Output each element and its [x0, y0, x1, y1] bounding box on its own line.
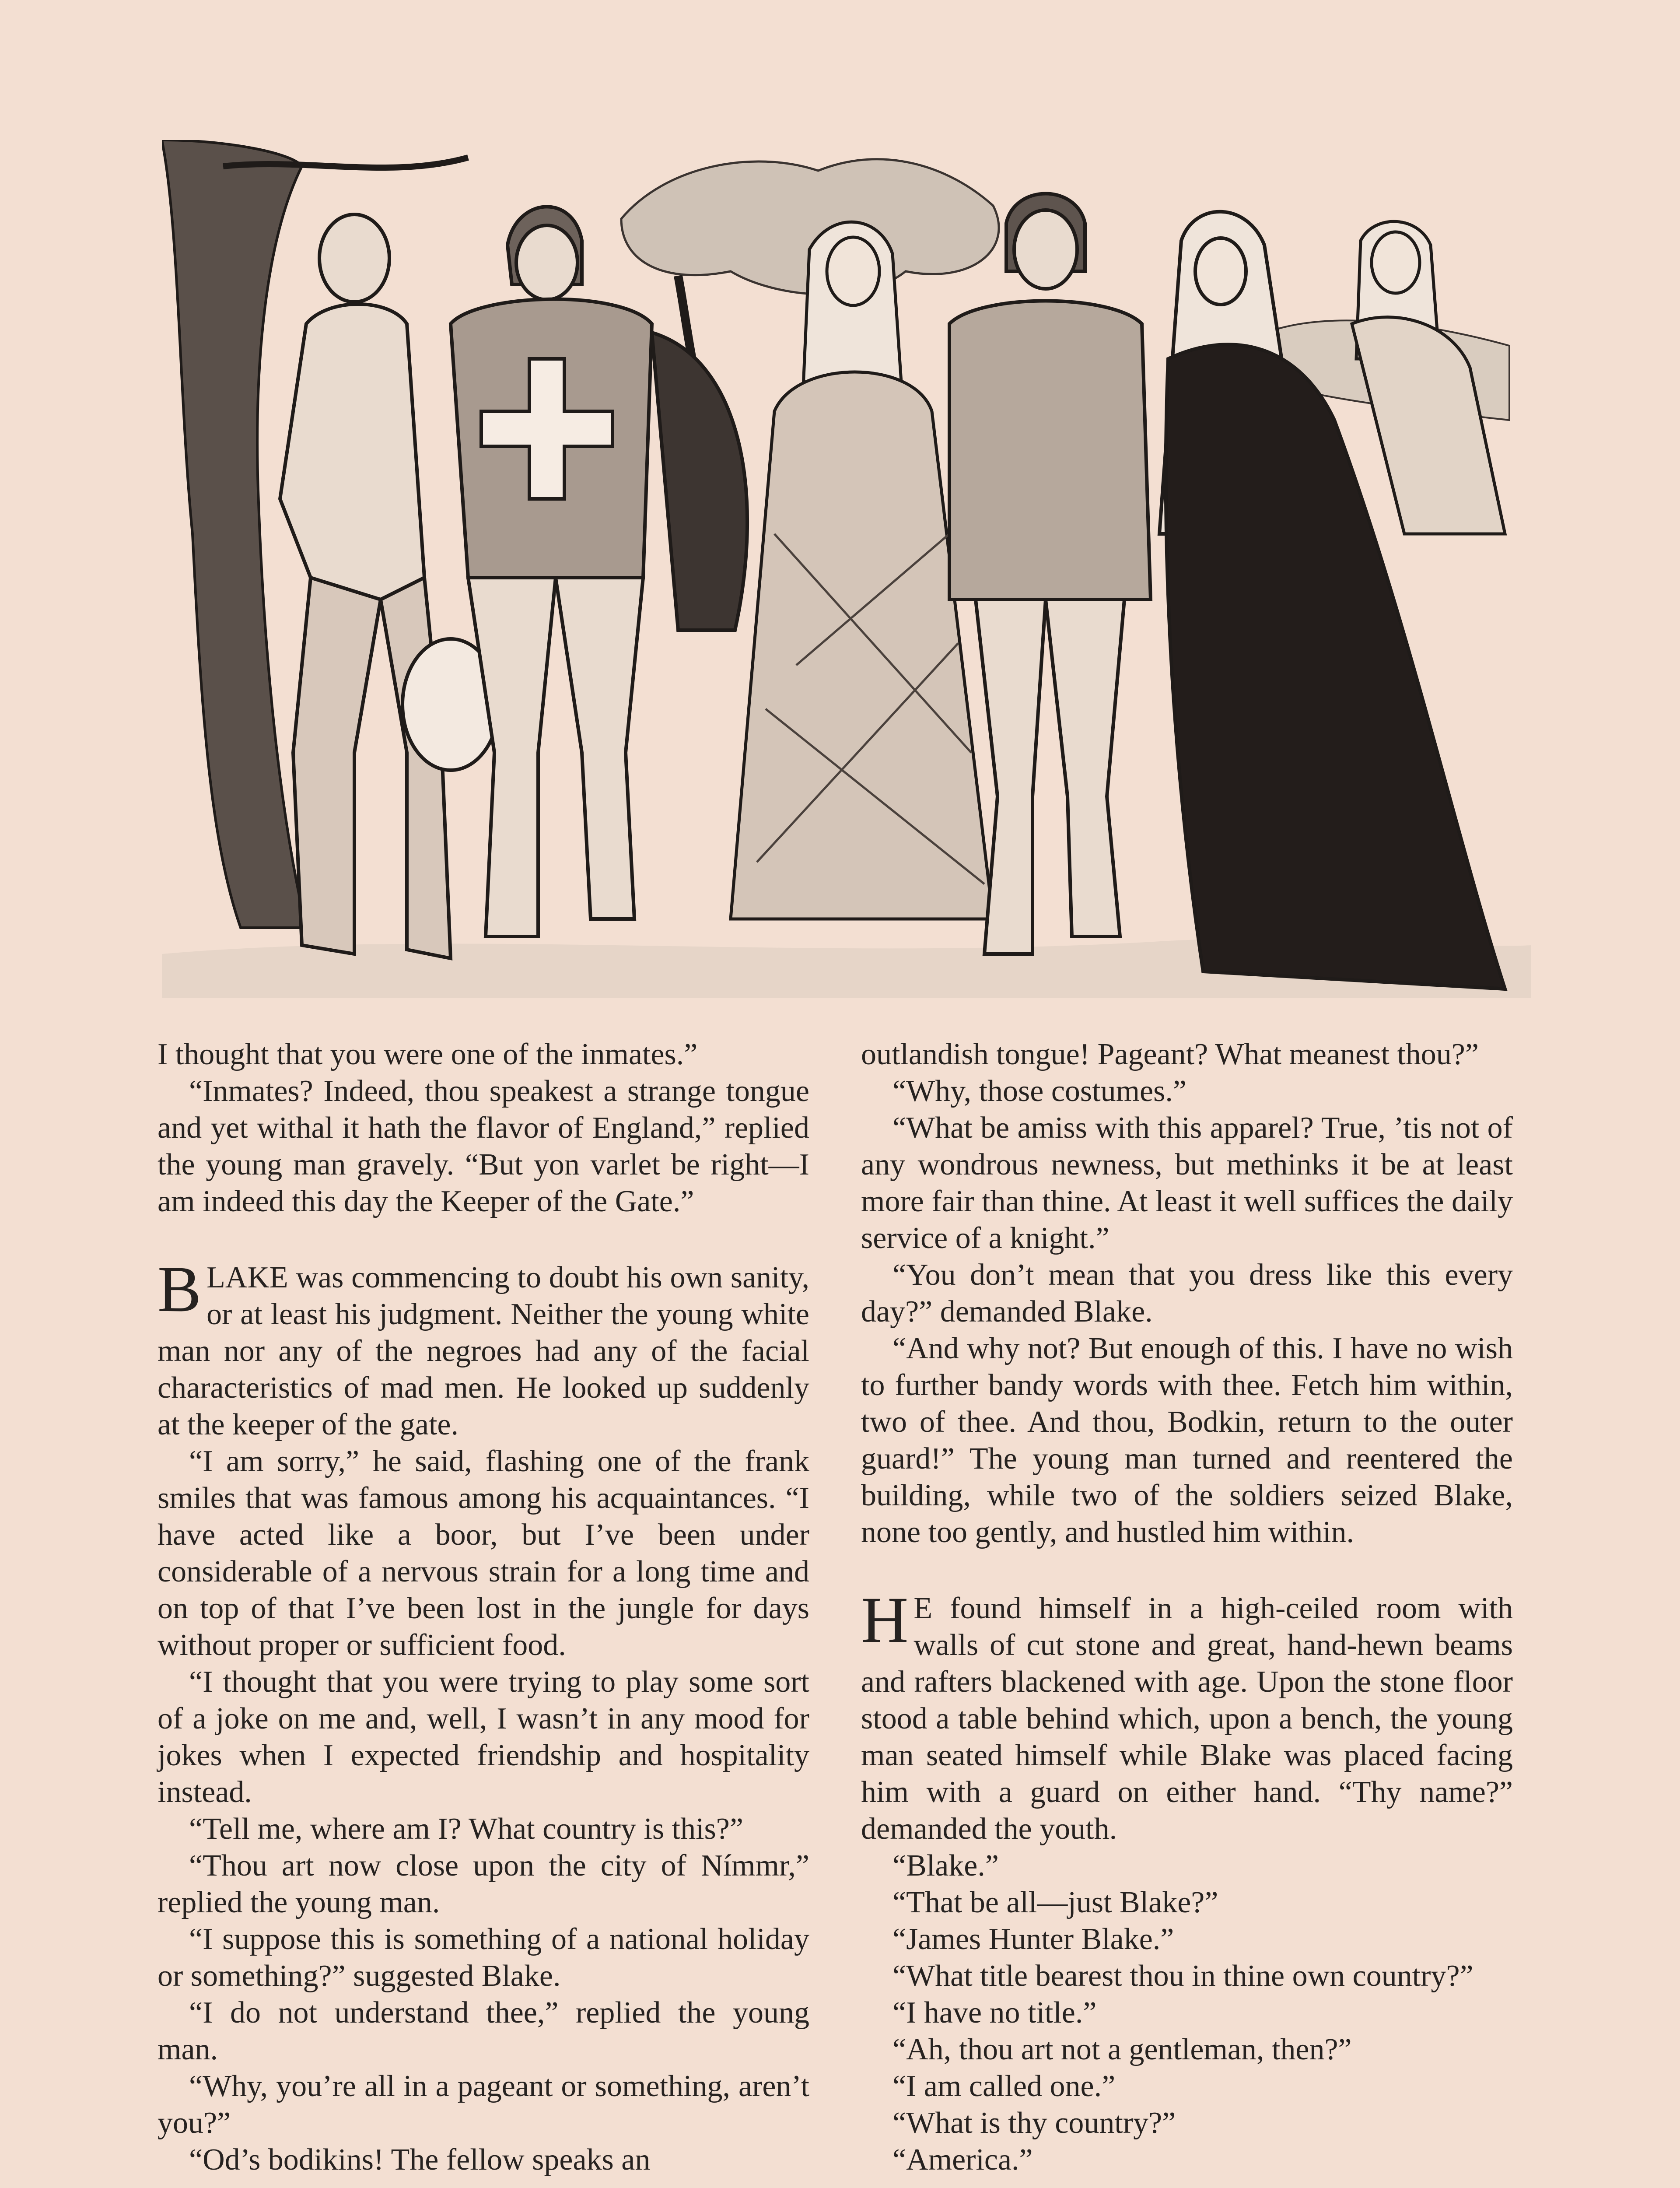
paragraph: I thought that you were one of the inmates.” — [158, 1038, 698, 1071]
drop-cap: B — [158, 1253, 202, 1325]
paragraph: “Tell me, where am I? What country is this?” — [189, 1812, 743, 1846]
paragraph: “What is thy country?” — [892, 2106, 1176, 2140]
paragraph-text: E found himself in a high-ceiled room with walls of cut stone and great, hand-hewn beams and rafters blackened with age. Upon the stone floor stood a table behind which, upon a bench, the young man seated himself while Blake was placed facing him with a guard on either hand. “Thy name?” demanded the youth. — [861, 1592, 1513, 1846]
paragraph: “I have no title.” — [892, 1996, 1097, 2030]
paragraph: “That be all—just Blake?” — [892, 1886, 1218, 1919]
paragraph-text: LAKE was commencing to doubt his own sanity, or at least his judgment. Neither the young white man nor any of the negroes had any of the facial characteristics of mad men. He looked up suddenly at the keeper of the gate. — [158, 1261, 809, 1441]
paragraph: “James Hunter Blake.” — [892, 1922, 1174, 1956]
paragraph: “I am sorry,” he said, flashing one of the frank smiles that was famous among his acquaintances. “I have acted like a boor, but I’ve been under considerable of a nervous strain for a long time and on top of that I’ve been lost in the jungle for days without proper or sufficient food. — [158, 1445, 809, 1662]
text-column-left — [158, 1036, 809, 2178]
paragraph: “Inmates? Indeed, thou speakest a strange tongue and yet withal it hath the flavor of England,” replied the young man gravely. “But yon varlet be right—I am indeed this day the Keeper of the Gate.” — [158, 1074, 809, 1218]
paragraph: “I do not understand thee,” replied the young man. — [158, 1996, 809, 2066]
paragraph: “Why, those costumes.” — [892, 1074, 1186, 1108]
section-paragraph — [861, 1584, 1513, 1848]
paragraph: outlandish tongue! Pageant? What meanest thou?” — [861, 1038, 1479, 1071]
paragraph: “Blake.” — [892, 1849, 999, 1883]
paragraph: “And why not? But enough of this. I have no wish to further bandy words with thee. Fetch him within, two of thee. And thou, Bodkin, return to the outer guard!” The young man turned and reentered the building, while two of the soldiers seized Blake, none too gently, and hustled him within. — [861, 1332, 1513, 1549]
paragraph: “What be amiss with this apparel? True, ’tis not of any wondrous newness, but methinks it be at least more fair than thine. At least it well suffices the daily service of a knight.” — [861, 1111, 1513, 1255]
paragraph: “Ah, thou art not a gentleman, then?” — [892, 2033, 1352, 2066]
paragraph: “You don’t mean that you dress like this every day?” demanded Blake. — [861, 1258, 1513, 1329]
paragraph: “America.” — [892, 2143, 1033, 2177]
story-illustration — [162, 140, 1531, 998]
text-column-right — [861, 1036, 1513, 2178]
paragraph: “I thought that you were trying to play some sort of a joke on me and, well, I wasn’t in any mood for jokes when I expected friendship and hospitality instead. — [158, 1665, 809, 1809]
paragraph: “I suppose this is something of a national holiday or something?” suggested Blake. — [158, 1922, 809, 1993]
drop-cap: H — [861, 1584, 909, 1656]
paragraph: “Why, you’re all in a pageant or something, aren’t you?” — [158, 2069, 809, 2140]
illustration-art — [162, 140, 1531, 998]
paragraph: “What title bearest thou in thine own country?” — [892, 1959, 1474, 1993]
paragraph: “I am called one.” — [892, 2069, 1116, 2103]
paragraph: “Od’s bodikins! The fellow speaks an — [189, 2143, 651, 2177]
paragraph: “Thou art now close upon the city of Nímmr,” replied the young man. — [158, 1849, 809, 1919]
section-paragraph — [158, 1253, 809, 1443]
